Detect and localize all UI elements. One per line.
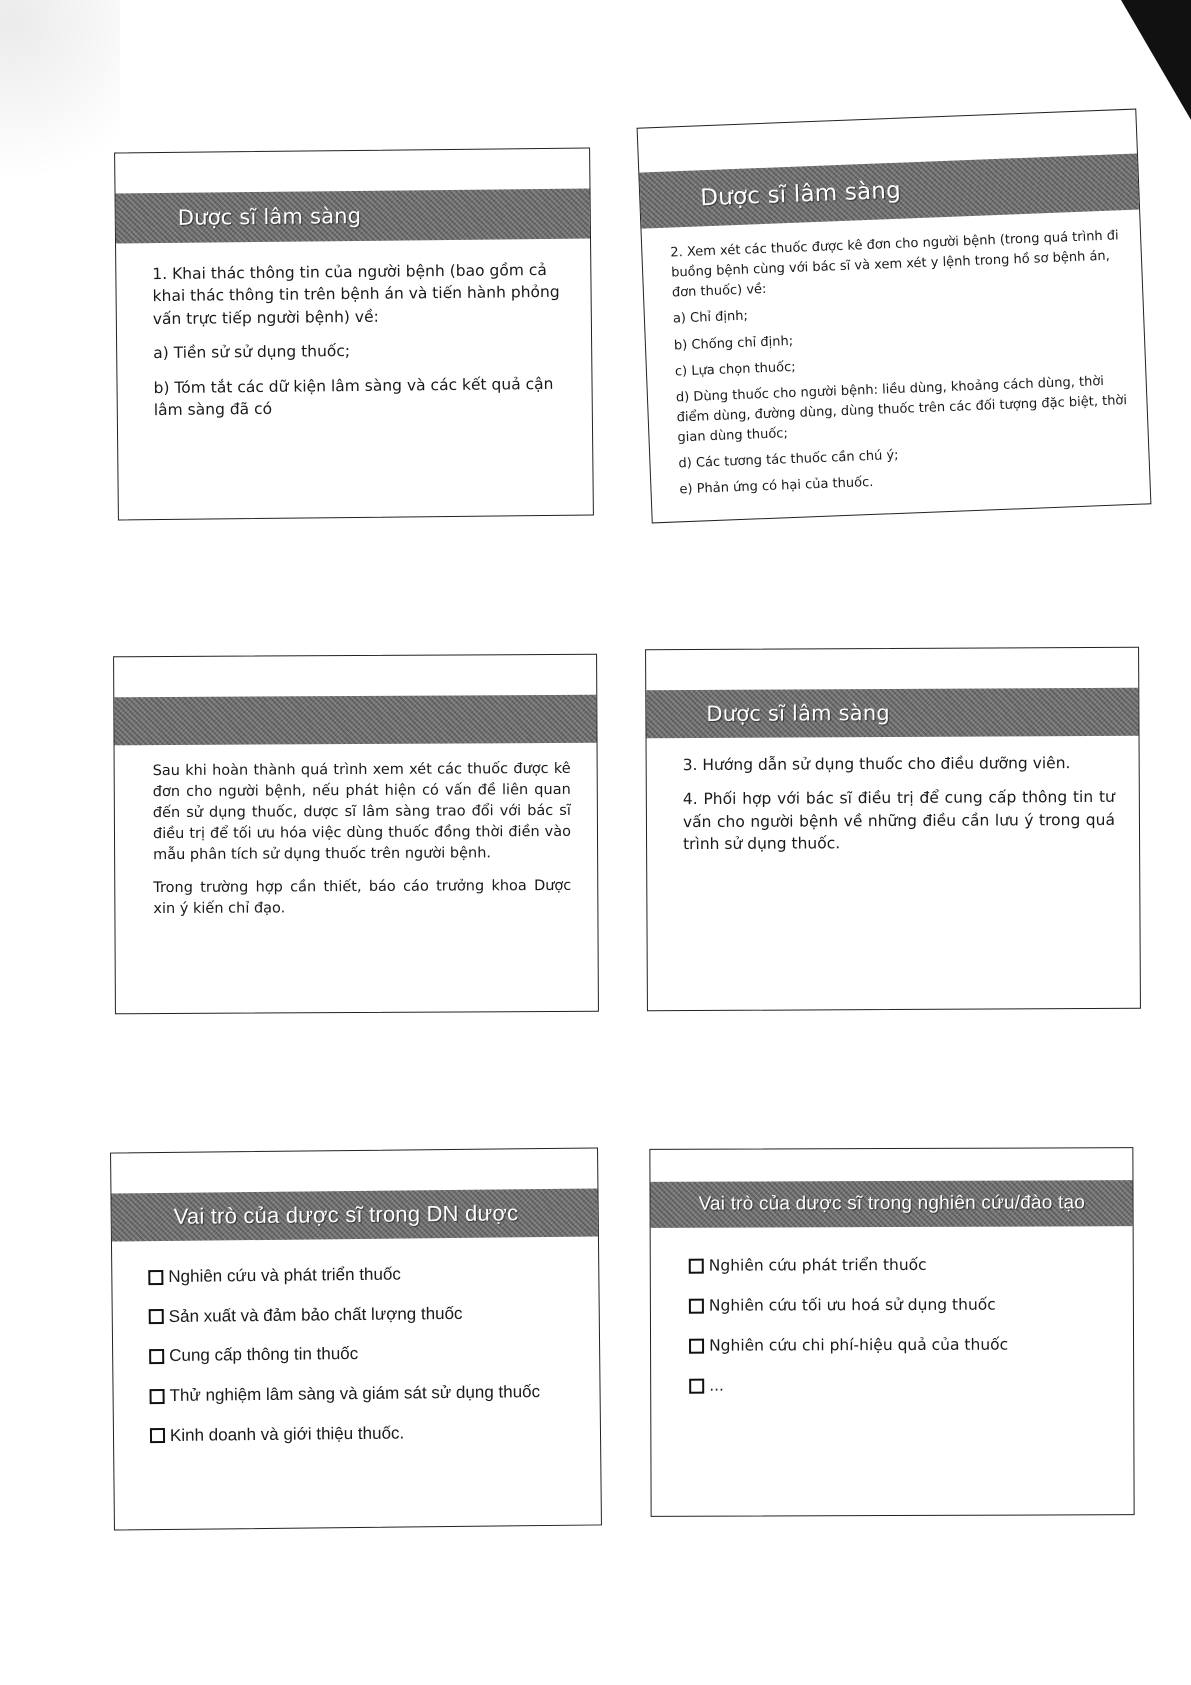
list-item-label: Cung cấp thông tin thuốc [169, 1344, 359, 1366]
list-item-label: Nghiên cứu chi phí-hiệu quả của thuốc [709, 1335, 1009, 1355]
scan-noise [0, 0, 120, 220]
list-item-label: Kinh doanh và giới thiệu thuốc. [169, 1423, 405, 1445]
checkbox-square-icon [689, 1338, 704, 1353]
slide-5-header [111, 1188, 597, 1241]
list-item [148, 1261, 574, 1290]
list-item [149, 1380, 575, 1409]
slide-6-list [689, 1252, 1110, 1398]
slide-4-title: Dược sĩ lâm sàng [706, 701, 890, 726]
list-item [150, 1419, 576, 1448]
slide-5-list [148, 1261, 576, 1449]
slide-2-header [639, 154, 1139, 229]
list-item-label: Nghiên cứu tối ưu hoá sử dụng thuốc [708, 1295, 996, 1315]
slide-6 [649, 1147, 1134, 1517]
slide-1-header [116, 189, 590, 244]
slide-5-title: Vai trò của dược sĩ trong DN dược [173, 1200, 519, 1229]
slide-3-body [153, 759, 572, 932]
list-item [149, 1300, 575, 1329]
slide-4-body [683, 752, 1116, 868]
slide-1-body [152, 259, 568, 434]
list-item-label: Nghiên cứu phát triển thuốc [708, 1255, 927, 1275]
slide-3 [113, 654, 599, 1015]
slide-2-paragraph: d) Dùng thuốc cho người bệnh: liều dùng, khoảng cách dùng, thời điểm dùng, đường dùng, dùng thuốc trên các đối tượng đặc biệt, thời gian dùng thuốc; [675, 373, 1128, 446]
slide-6-header [650, 1180, 1132, 1228]
slide-2-body [670, 226, 1136, 507]
slide-2-paragraph: b) Chống chỉ định; [673, 333, 794, 354]
checkbox-square-icon [149, 1349, 164, 1364]
slide-2-paragraph: e) Phản ứng có hại của thuốc. [679, 475, 874, 498]
slide-2-paragraph: a) Chỉ định; [672, 309, 749, 327]
checkbox-square-icon [149, 1309, 164, 1324]
slide-4-header [646, 688, 1138, 739]
slide-1-paragraph: 1. Khai thác thông tin của người bệnh (bao gồm cả khai thác thông tin trên bệnh án và tiến hành phỏng vấn trực tiếp người bệnh) về: [152, 260, 560, 329]
list-item-label: Thử nghiệm lâm sàng và giám sát sử dụng thuốc [169, 1381, 541, 1405]
checkbox-square-icon [689, 1298, 704, 1313]
slide-4-paragraph: 4. Phối hợp với bác sĩ điều trị để cung cấp thông tin tư vấn cho người bệnh về những điều cần lưu ý trong quá trình sử dụng thuốc. [682, 788, 1116, 854]
list-item [689, 1332, 1109, 1357]
checkbox-square-icon [689, 1378, 704, 1393]
slide-4 [645, 647, 1141, 1012]
slide-2-title: Dược sĩ lâm sàng [699, 177, 902, 212]
list-item-label: Sản xuất và đảm bảo chất lượng thuốc [168, 1303, 463, 1326]
slide-1-title: Dược sĩ lâm sàng [177, 203, 362, 230]
list-item-label: ... [709, 1376, 724, 1395]
checkbox-square-icon [148, 1270, 163, 1285]
slide-3-paragraph: Sau khi hoàn thành quá trình xem xét các thuốc được kê đơn cho người bệnh, nếu phát hiện có vấn đề liên quan đến sử dụng thuốc, dược sĩ lâm sàng trao đổi với bác sĩ điều trị để tối ưu hóa việc dùng thuốc đồng thời điền vào mẫu phân tích sử dụng thuốc trên người bệnh. [152, 760, 572, 864]
checkbox-square-icon [150, 1428, 165, 1443]
list-item [689, 1252, 1109, 1277]
slide-2 [637, 109, 1152, 524]
slide-6-title: Vai trò của dược sĩ trong nghiên cứu/đào tạo [698, 1192, 1086, 1215]
slide-5-body [148, 1261, 576, 1464]
slide-2-paragraph: 2. Xem xét các thuốc được kê đơn cho người bệnh (trong quá trình đi buồng bệnh cùng với bác sĩ và xem xét y lệnh trong hồ sơ bệnh án, đơn thuốc) về: [670, 228, 1119, 301]
slide-1-paragraph: b) Tóm tắt các dữ kiện lâm sàng và các kết quả cận lâm sàng đã có [153, 374, 554, 420]
list-item [689, 1292, 1109, 1317]
slide-2-paragraph: d) Các tương tác thuốc cần chú ý; [678, 448, 899, 472]
slide-6-body [689, 1252, 1110, 1414]
checkbox-square-icon [689, 1258, 704, 1273]
slide-5 [110, 1147, 602, 1530]
slide-1 [114, 148, 594, 521]
slide-3-header [114, 695, 596, 746]
page-corner-fold [1121, 0, 1191, 120]
slide-4-paragraph: 3. Hướng dẫn sử dụng thuốc cho điều dưỡng viên. [682, 754, 1071, 775]
slide-3-paragraph: Trong trường hợp cần thiết, báo cáo trưởng khoa Dược xin ý kiến chỉ đạo. [153, 877, 572, 918]
slide-1-paragraph: a) Tiền sử sử dụng thuốc; [153, 342, 351, 363]
slide-2-paragraph: c) Lựa chọn thuốc; [674, 359, 796, 380]
list-item-label: Nghiên cứu và phát triển thuốc [168, 1264, 401, 1286]
list-item [149, 1340, 575, 1369]
list-item [689, 1372, 1109, 1397]
checkbox-square-icon [150, 1389, 165, 1404]
